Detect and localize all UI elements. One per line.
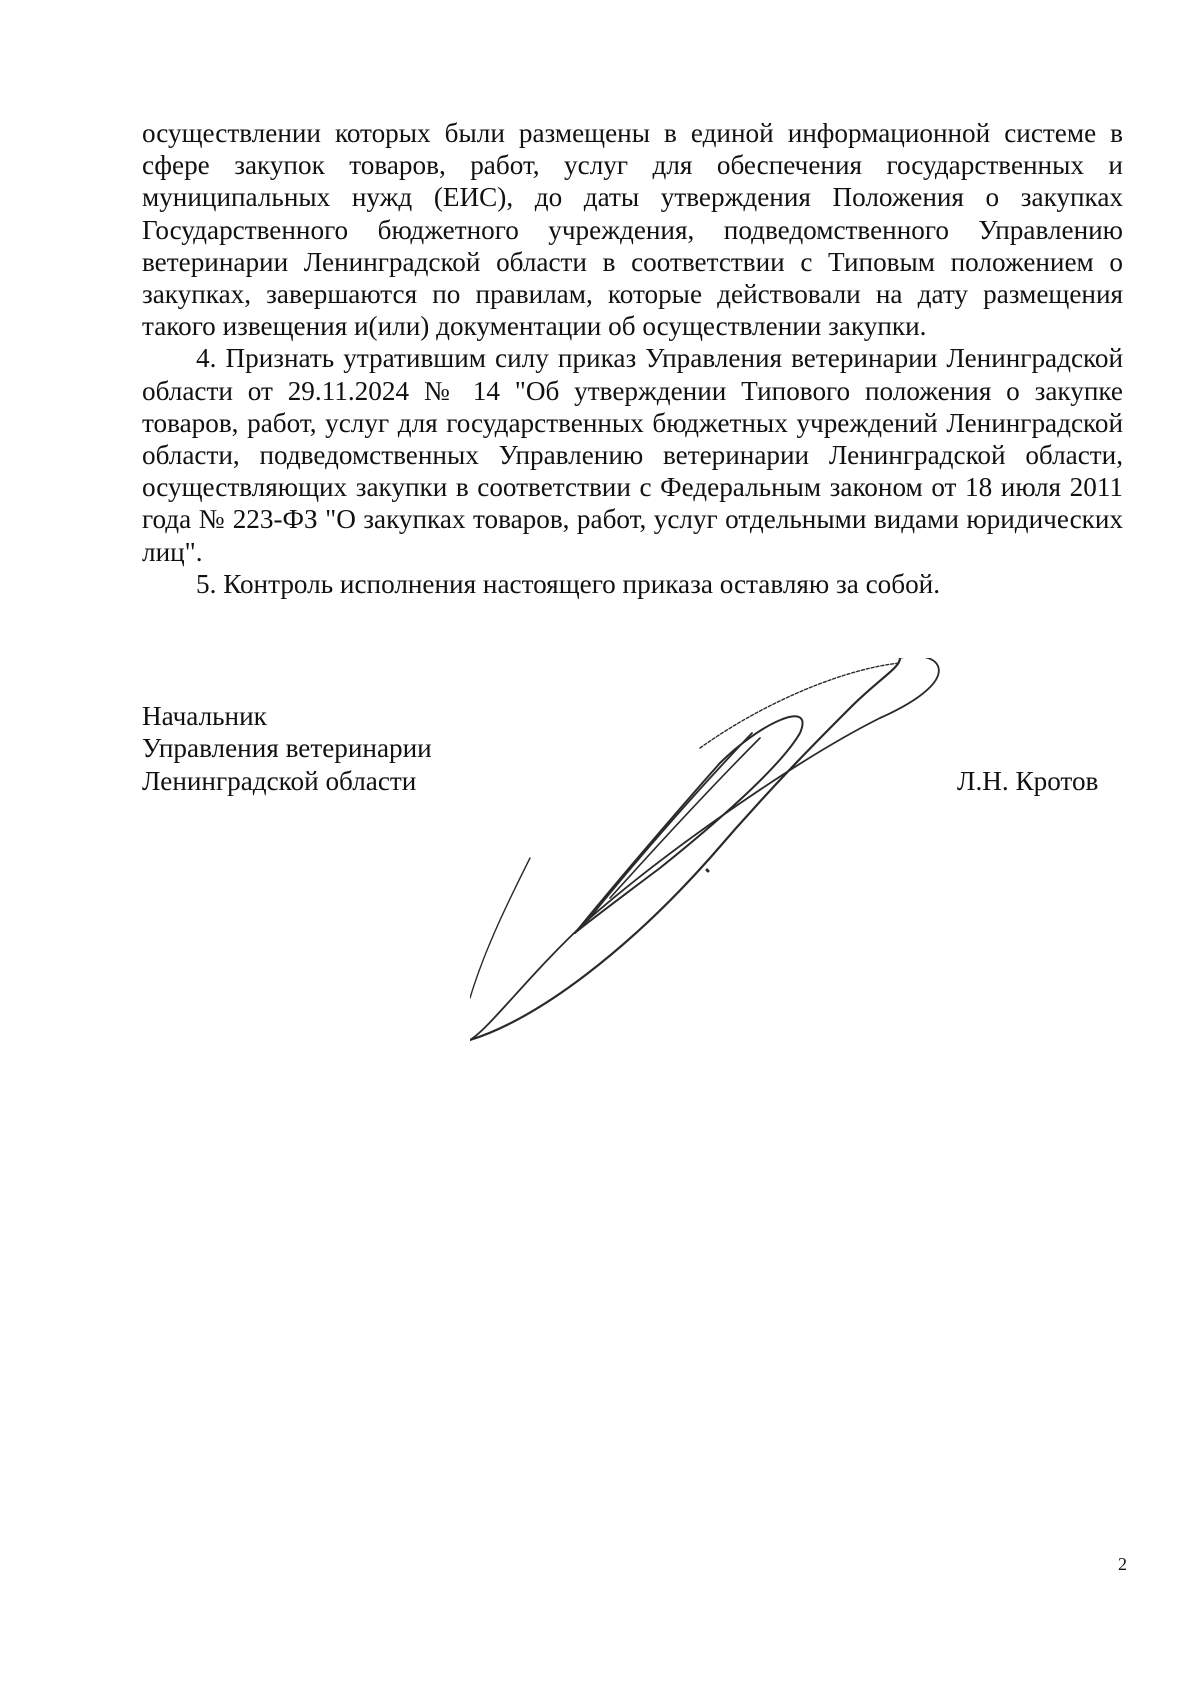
signature-stroke — [700, 663, 900, 748]
signature-stroke — [610, 738, 760, 898]
paragraph-item-5: 5. Контроль исполнения настоящего приказа оставляю за собой. — [196, 568, 941, 599]
signatory-name: Л.Н. Кротов — [957, 766, 1099, 796]
signature-dot — [707, 870, 708, 871]
page-number: 2 — [1118, 1554, 1127, 1574]
signature-stroke — [470, 658, 900, 1040]
signature-stroke — [588, 733, 752, 920]
signatory-title-line: Управления ветеринарии — [142, 733, 432, 764]
handwritten-signature — [470, 658, 990, 1098]
signature-stroke — [470, 658, 939, 1040]
document-body — [142, 117, 1123, 600]
paragraph-item-4: 4. Признать утратившим силу приказ Управления ветеринарии Ленинградской области от 29.11.2024 № 14 "Об утверждении Типового положения о закупке товаров, работ, услуг для государственных бюджетных учреждений Ленинградской области, подведомственных Управлению ветеринарии Ленинградской области, осуществляющих закупки в соответствии с Федеральным законом от 18 июля 2011 года № 223-ФЗ "О закупках товаров, работ, услуг отдельными видами юридических лиц". — [142, 343, 1123, 567]
signatory-title-line: Начальник — [142, 701, 267, 731]
signatory-title — [142, 700, 432, 797]
paragraph-continuation: осуществлении которых были размещены в единой информационной системе в сфере закупок товаров, работ, услуг для обеспечения государственных и муниципальных нужд (ЕИС), до даты утверждения Положения о закупках Государственного бюджетного учреждения, подведомственного Управлению ветеринарии Ленинградской области в соответствии с Типовым положением о закупках, завершаются по правилам, которые действовали на дату размещения такого извещения и(или) документации об осуществлении закупки. — [142, 118, 1123, 342]
signatory-title-line: Ленинградской области — [142, 765, 417, 796]
signature-stroke — [470, 858, 530, 998]
